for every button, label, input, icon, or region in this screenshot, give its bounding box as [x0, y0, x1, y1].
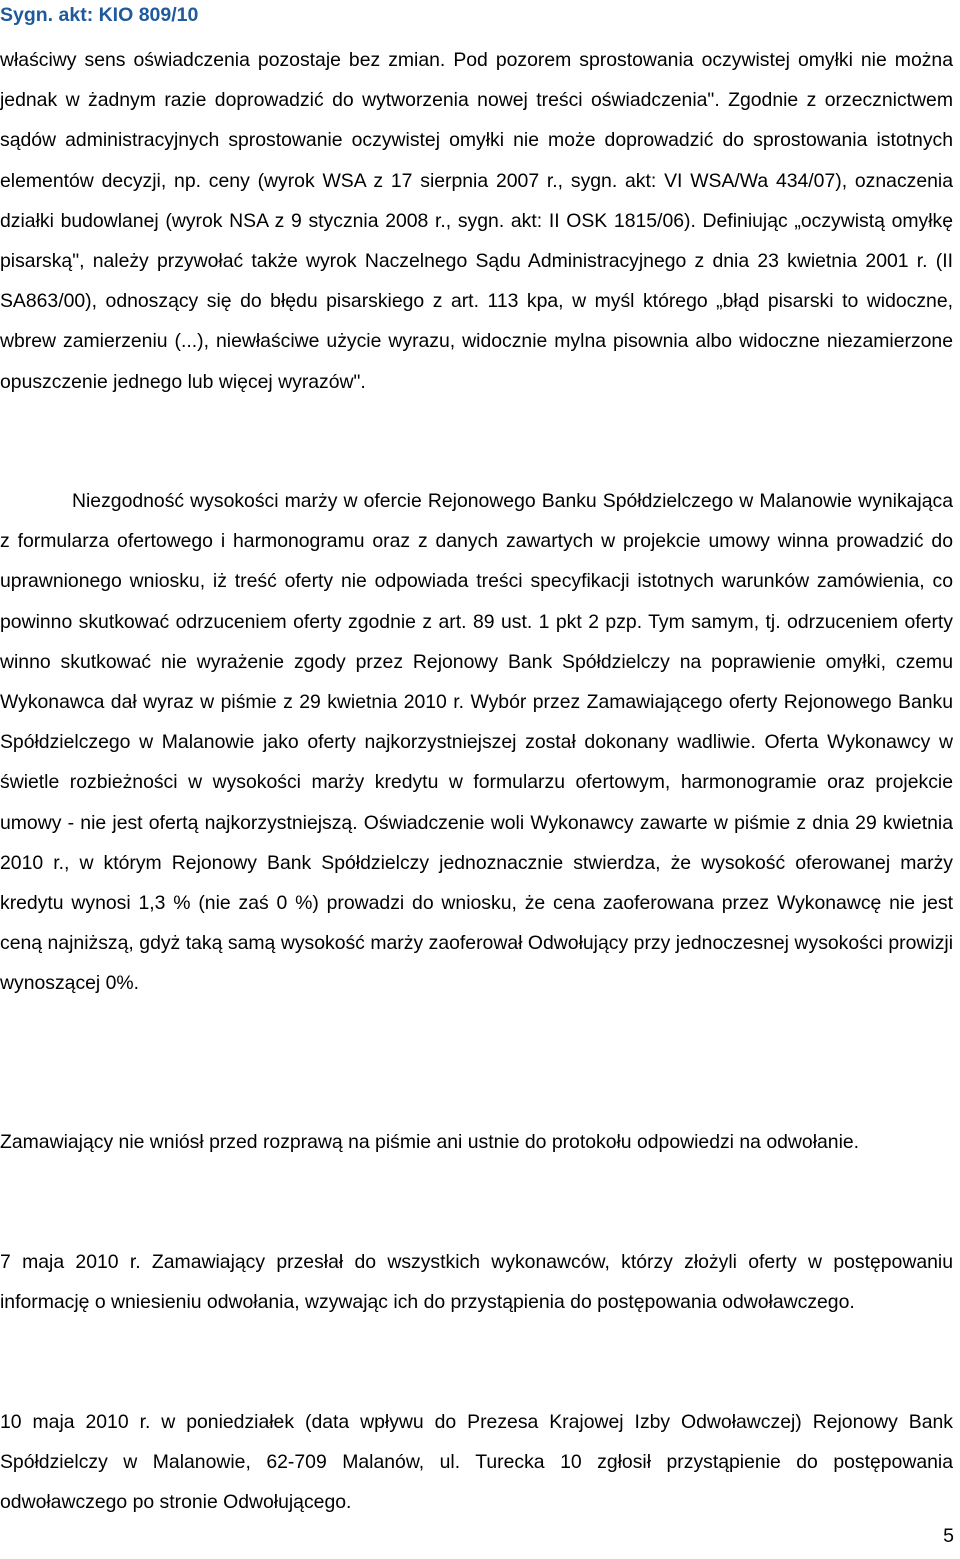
paragraph-accession-may-10: 10 maja 2010 r. w poniedziałek (data wpływu do Prezesa Krajowej Izby Odwoławczej) Rejonowy Bank Spółdzielczy w Malanowie, 62-709 Malanów, ul. Turecka 10 zgłosił przystąpienie do postępowania odwoławczego po stronie Odwołującego. — [0, 1411, 953, 1514]
paragraph-margin-discrepancy-text: Niezgodność wysokości marży w ofercie Rejonowego Banku Spółdzielczego w Malanowie wynikająca z formularza ofertowego i harmonogramu oraz z danych zawartych w projekcie umowy winna prowadzić do uprawnionego wniosku, iż treść oferty nie odpowiada treści specyfikacji istotnych warunków zamówienia, co powinno skutkować odrzuceniem oferty zgodnie z art. 89 ust. 1 pkt 2 pzp. Tym samym, tj. odrzuceniem oferty winno skutkować nie wyrażenie zgody przez Rejonowy Bank Spółdzielczy na poprawienie omyłki, czemu Wykonawca dał wyraz w piśmie z 29 kwietnia 2010 r. Wybór przez Zamawiającego oferty Rejonowego Banku Spółdzielczego w Malanowie jako oferty najkorzystniejszej został dokonany wadliwie. Oferta Wykonawcy w świetle rozbieżności w wysokości marży kredytu w formularzu ofertowym, harmonogramie oraz projekcie umowy - nie jest ofertą najkorzystniejszą. Oświadczenie woli Wykonawcy zawarte w piśmie z dnia 29 kwietnia 2010 r., w którym Rejonowy Bank Spółdzielczy jednoznacznie stwierdza, że wysokość oferowanej marży kredytu wynosi 1,3 % (nie zaś 0 %) prowadzi do wniosku, że cena zaoferowana przez Wykonawcę nie jest ceną najniższą, gdyż taką samą wysokość marży zaoferował Odwołujący przy jednoczesnej wysokości prowizji wynoszącej 0%. — [0, 490, 953, 995]
paragraph-omylka-definition: właściwy sens oświadczenia pozostaje bez zmian. Pod pozorem sprostowania oczywistej omyłki nie można jednak w żadnym razie doprowadzić do wytworzenia nowej treści oświadczenia". Zgodnie z orzecznictwem sądów administracyjnych sprostowanie oczywistej omyłki nie może doprowadzić do sprostowania istotnych elementów decyzji, np. ceny (wyrok WSA z 17 sierpnia 2007 r., sygn. akt: VI WSA/Wa 434/07), oznaczenia działki budowlanej (wyrok NSA z 9 stycznia 2008 r., sygn. akt: II OSK 1815/06). Definiując „oczywistą omyłkę pisarską", należy przywołać także wyrok Naczelnego Sądu Administracyjnego z dnia 23 kwietnia 2001 r. (II SA863/00), odnoszący się do błędu pisarskiego z art. 113 kpa, w myśl którego „błąd pisarski to widoczne, wbrew zamierzeniu (...), niewłaściwe użycie wyrazu, widocznie mylna pisownia albo widoczne niezamierzone opuszczenie jednego lub więcej wyrazów". — [0, 49, 953, 393]
page-number: 5 — [943, 1525, 954, 1547]
paragraph-margin-discrepancy — [0, 481, 953, 1004]
paragraph-no-response: Zamawiający nie wniósł przed rozprawą na piśmie ani ustnie do protokołu odpowiedzi na odwołanie. — [0, 1131, 860, 1153]
paragraph-notification-may-7: 7 maja 2010 r. Zamawiający przesłał do wszystkich wykonawców, którzy złożyli oferty w postępowaniu informację o wniesieniu odwołania, wzywając ich do przystąpienia do postępowania odwoławczego. — [0, 1251, 953, 1314]
case-signature-header: Sygn. akt: KIO 809/10 — [0, 4, 199, 26]
